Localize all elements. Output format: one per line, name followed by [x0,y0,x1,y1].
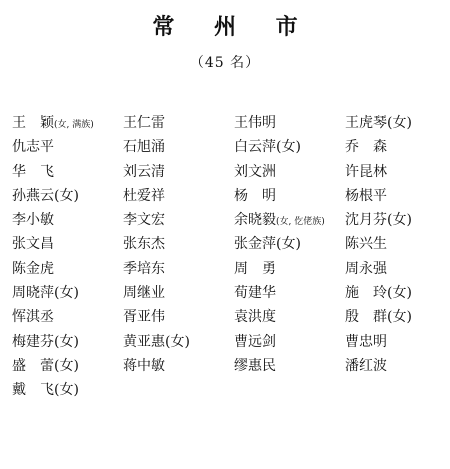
list-item [123,210,234,234]
person-name: 王伟明 [234,115,276,131]
list-item [12,332,123,356]
person-name: 施 玲(女) [345,285,412,302]
list-item [12,356,123,380]
person-name: 周晓萍(女) [12,285,79,302]
person-name: 张东杰 [123,236,165,253]
person-note: (女, 满族) [54,120,94,130]
list-item [12,259,123,283]
list-item [345,332,450,356]
list-item [345,307,450,331]
list-item [234,307,345,331]
person-name: 杨 明 [234,187,276,204]
person-name: 盛 蕾(女) [12,357,79,374]
person-name: 张文昌 [12,236,54,253]
person-name: 仇志平 [12,139,54,156]
person-name: 周继业 [123,285,165,302]
list-item [234,162,345,186]
person-name: 曹远剑 [234,333,276,350]
list-item [234,186,345,210]
list-item [234,259,345,283]
person-name: 华 飞 [12,163,54,180]
person-name: 陈金虎 [12,260,54,277]
person-name: 缪惠民 [234,357,276,374]
list-item [123,137,234,161]
list-item [345,186,450,210]
list-item [345,259,450,283]
person-name: 曹忠明 [345,333,387,350]
person-name: 王 颖 [12,115,54,131]
list-item [123,186,234,210]
list-item [345,113,450,137]
name-list [12,113,450,405]
person-name: 殷 群(女) [345,309,412,326]
list-item [234,332,345,356]
person-name: 李小敏 [12,212,54,229]
list-item [234,137,345,161]
list-item [12,137,123,161]
list-item [123,162,234,186]
person-name: 白云萍(女) [234,139,301,156]
person-name: 蒋中敏 [123,357,165,374]
list-item [123,283,234,307]
person-name: 杨根平 [345,187,387,204]
person-name: 荀建华 [234,285,276,302]
person-name: 周 勇 [234,260,276,277]
person-name: 戴 飞(女) [12,382,79,399]
list-item [345,137,450,161]
list-item [12,283,123,307]
list-item [123,356,234,380]
person-name: 胥亚伟 [123,309,165,326]
person-name: 季培东 [123,260,165,277]
person-name: 乔 森 [345,139,387,156]
person-name: 周永强 [345,260,387,277]
person-note: (女, 仡佬族) [276,217,325,228]
person-name: 潘红波 [345,357,387,374]
list-item [234,113,345,137]
list-item [345,210,450,234]
person-name: 袁洪度 [234,309,276,326]
list-item [345,234,450,258]
list-item [12,162,123,186]
list-item [123,332,234,356]
list-item [12,210,123,234]
person-name: 石旭涌 [123,139,165,156]
list-item [234,210,345,234]
list-item [123,234,234,258]
person-name: 孙燕云(女) [12,187,79,204]
person-name: 梅建芬(女) [12,333,79,350]
list-item [234,234,345,258]
person-name: 沈月芬(女) [345,212,412,229]
person-name: 许昆林 [345,163,387,180]
person-name: 刘文洲 [234,163,276,180]
list-item [234,283,345,307]
person-name: 李文宏 [123,212,165,229]
list-item [123,307,234,331]
person-name: 余晓毅 [234,212,276,229]
list-item [123,113,234,137]
page-title: 常 州 市 [152,14,314,40]
person-name: 刘云清 [123,163,165,180]
person-name: 恽淇丞 [12,309,54,326]
person-name: 陈兴生 [345,236,387,253]
person-name: 王仁雷 [123,115,165,131]
list-item [345,283,450,307]
person-name: 黄亚惠(女) [123,333,190,350]
member-count: （45 名） [189,55,261,71]
person-name: 王虎琴(女) [345,115,412,131]
list-item [12,234,123,258]
list-item [12,307,123,331]
list-item [345,162,450,186]
list-item [123,259,234,283]
list-item [345,356,450,380]
list-item [12,113,123,137]
list-item [234,356,345,380]
person-name: 杜爱祥 [123,187,165,204]
list-item [12,186,123,210]
list-item [12,380,123,404]
person-name: 张金萍(女) [234,236,301,253]
